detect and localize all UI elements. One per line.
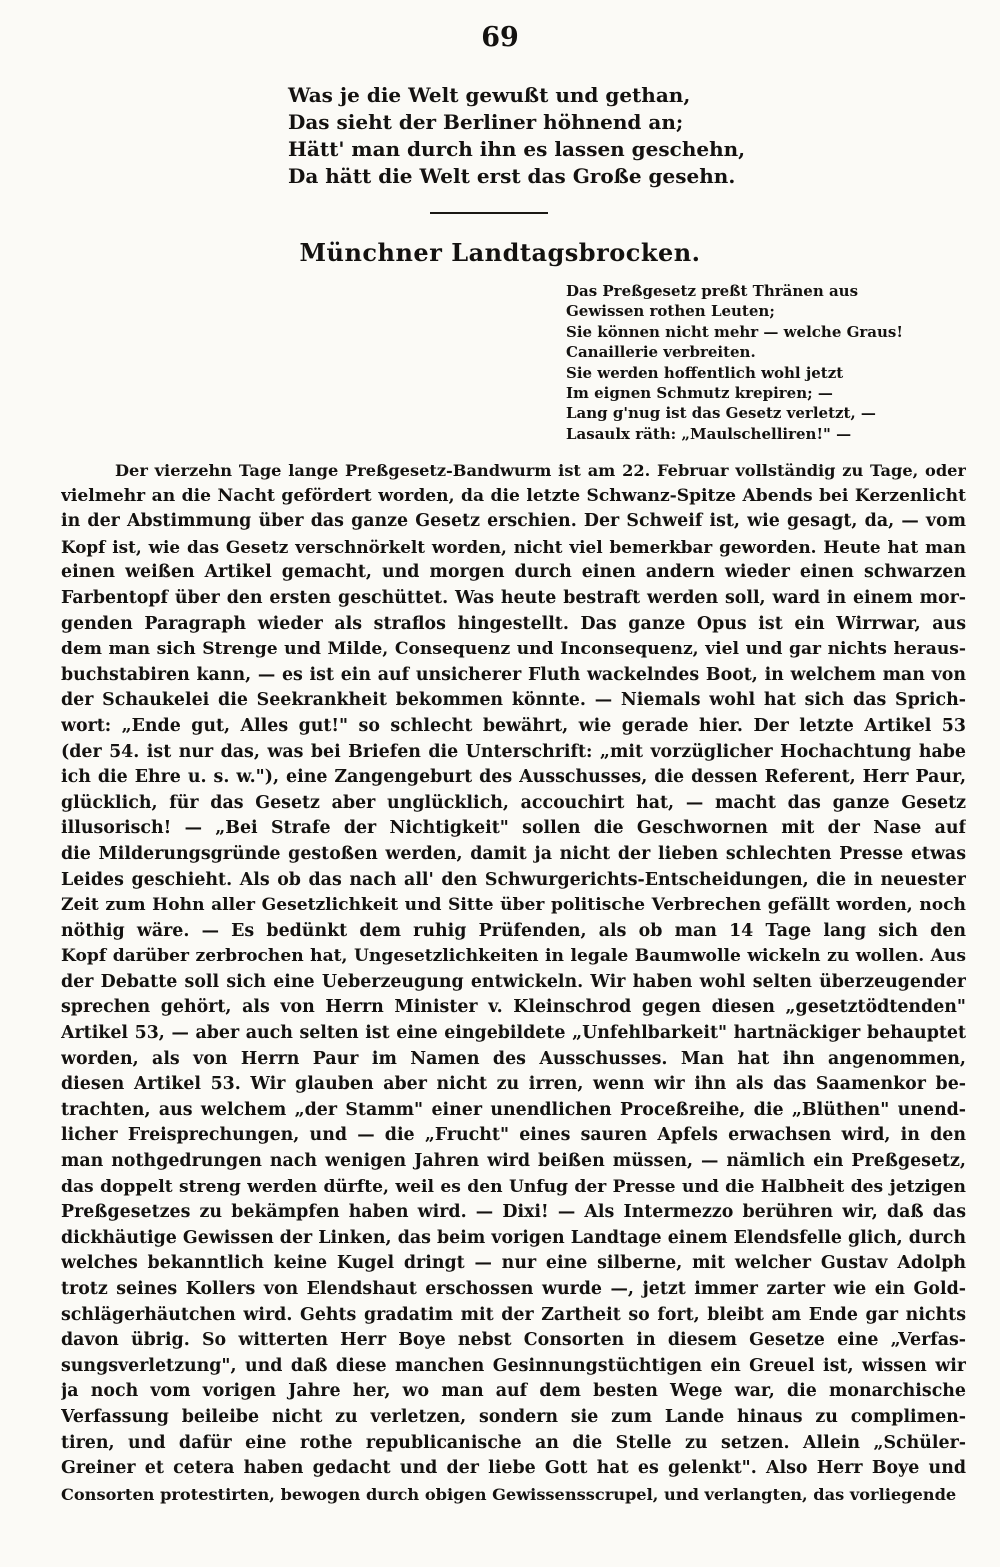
article-heading: Münchner Landtagsbrocken. (299, 238, 701, 267)
section-divider (430, 212, 548, 214)
epigraph-line: Lasaulx räth: „Maulschelliren!" — (566, 424, 852, 443)
body-line: man nothgedrungen nach wenigen Jahren wird beißen müssen, — nämlich ein Preßgesetz, (61, 1151, 966, 1172)
body-line: dem man sich Strenge und Milde, Consequenz und Inconsequenz, viel und gar nichts heraus- (61, 639, 966, 660)
body-line: die Milderungsgründe gestoßen werden, damit ja nicht der lieben schlechten Presse etwas (61, 843, 966, 864)
epigraph-line: Gewissen rothen Leuten; (566, 302, 775, 321)
epigraph-line: Lang g'nug ist das Gesetz verletzt, — (566, 404, 876, 423)
body-line: licher Freisprechungen, und — die „Frucht" eines sauren Apfels erwachsen wird, in den (61, 1125, 966, 1146)
body-line: schlägerhäutchen wird. Gehts gradatim mit der Zartheit so fort, bleibt am Ende gar nichts (61, 1304, 966, 1325)
epigraph-line: Sie werden hoffentlich wohl jetzt (566, 363, 844, 382)
body-line: trachten, aus welchem „der Stamm" einer unendlichen Proceßreihe, die „Blüthen" unend- (61, 1099, 966, 1120)
body-line: sungsverletzung", und daß diese manchen Gesinnungstüchtigen ein Greuel ist, wissen wir (61, 1355, 966, 1376)
body-line: Zeit zum Hohn aller Gesetzlichkeit und Sitte über politische Verbrechen gefällt worden, noch (61, 895, 966, 916)
body-line: Preßgesetzes zu bekämpfen haben wird. — Dixi! — Als Intermezzo berühren wir, daß das (61, 1202, 966, 1223)
body-line: Artikel 53, — aber auch selten ist eine eingebildete „Unfehlbarkeit" hartnäckiger behauptet (61, 1023, 966, 1044)
body-line: Farbentopf über den ersten geschüttet. Was heute bestraft werden soll, ward in einem mor- (61, 587, 966, 608)
body-line: Der vierzehn Tage lange Preßgesetz-Bandwurm ist am 22. Februar vollständig zu Tage, oder (115, 461, 966, 480)
epigraph-line: Das Preßgesetz preßt Thränen aus (566, 282, 859, 300)
body-line: in der Abstimmung über das ganze Gesetz erschien. Der Schweif ist, wie gesagt, da, — vom (61, 511, 966, 532)
body-line: ich die Ehre u. s. w."), eine Zangengeburt des Ausschusses, die dessen Referent, Herr Paur, (61, 767, 966, 788)
body-line: tiren, und dafür eine rothe republicanische an die Stelle zu setzen. Allein „Schüler- (61, 1432, 966, 1453)
body-line: trotz seines Kollers von Elendshaut erschossen wurde —, jetzt immer zarter wie ein Gold- (61, 1279, 966, 1299)
body-line: nöthig wäre. — Es bedünkt dem ruhig Prüfenden, als ob man 14 Tage lang sich den (61, 920, 966, 941)
body-line: Kopf ist, wie das Gesetz verschnörkelt worden, nicht viel bemerkbar geworden. Heute hat man (61, 536, 966, 557)
epigraph-line: Im eignen Schmutz krepiren; — (566, 384, 833, 403)
body-line: einen weißen Artikel gemacht, und morgen durch einen andern wieder einen schwarzen (61, 562, 966, 583)
body-line: (der 54. ist nur das, was bei Briefen die Unterschrift: „mit vorzüglicher Hochachtung habe (61, 741, 966, 762)
poem-line: Was je die Welt gewußt und gethan, (288, 83, 691, 107)
body-line: sprechen gehört, als von Herrn Minister v. Kleinschrod gegen diesen „gesetztödtenden" (61, 997, 966, 1018)
body-line: Kopf darüber zerbrochen hat, Ungesetzlichkeiten in legale Baumwolle wickeln zu wollen. Aus (61, 946, 966, 967)
body-line: worden, als von Herrn Paur im Namen des Ausschusses. Man hat ihn angenommen, (61, 1048, 966, 1069)
page-number: 69 (481, 22, 519, 53)
body-line: welches bekanntlich keine Kugel dringt — nur eine silberne, mit welcher Gustav Adolph (61, 1253, 966, 1274)
body-line: dickhäutige Gewissen der Linken, das beim vorigen Landtage einem Elendsfelle glich, durch (61, 1227, 966, 1248)
body-line: Leides geschieht. Als ob das nach all' den Schwurgerichts-Entscheidungen, die in neuester (61, 869, 966, 890)
body-line: Consorten protestirten, bewogen durch obigen Gewissensscrupel, und verlangten, das vorliegende (61, 1484, 957, 1504)
body-line: ja noch vom vorigen Jahre her, wo man auf dem besten Wege war, die monarchische (61, 1381, 966, 1402)
body-line: vielmehr an die Nacht gefördert worden, da die letzte Schwanz-Spitze Abends bei Kerzenlicht (61, 485, 966, 506)
poem-line: Das sieht der Berliner höhnend an; (288, 110, 684, 134)
body-line: illusorisch! — „Bei Strafe der Nichtigkeit" sollen die Geschwornen mit der Nase auf (61, 818, 966, 839)
body-line: davon übrig. So witterten Herr Boye nebst Consorten in diesem Gesetze eine „Verfas- (61, 1330, 966, 1351)
epigraph-line: Canaillerie verbreiten. (566, 343, 756, 362)
poem-stanza (288, 82, 848, 190)
body-line: der Schaukelei die Seekrankheit bekommen könnte. — Niemals wohl hat sich das Sprich- (61, 690, 966, 711)
body-line: diesen Artikel 53. Wir glauben aber nicht zu irren, wenn wir ihn als das Saamenkor be- (61, 1074, 966, 1095)
body-line: genden Paragraph wieder als straflos hingestellt. Das ganze Opus ist ein Wirrwar, aus (61, 613, 966, 634)
article-body (61, 458, 966, 1507)
body-line: Greiner et cetera haben gedacht und der liebe Gott hat es gelenkt". Also Herr Boye und (61, 1458, 966, 1479)
body-line: buchstabiren kann, — es ist ein auf unsicherer Fluth wackelndes Boot, in welchem man von (61, 664, 966, 685)
body-line: der Debatte soll sich eine Ueberzeugung entwickeln. Wir haben wohl selten überzeugender (61, 971, 966, 992)
body-line: glücklich, für das Gesetz aber unglücklich, accouchirt hat, — macht das ganze Gesetz (61, 792, 966, 813)
poem-line: Da hätt die Welt erst das Große gesehn. (288, 164, 736, 188)
epigraph-verse (566, 281, 976, 444)
body-line: wort: „Ende gut, Alles gut!" so schlecht bewährt, wie gerade hier. Der letzte Artikel 53 (61, 715, 966, 736)
poem-line: Hätt' man durch ihn es lassen geschehn, (288, 137, 746, 161)
body-line: Verfassung beileibe nicht zu verletzen, sondern sie zum Lande hinaus zu complimen- (61, 1406, 966, 1427)
epigraph-line: Sie können nicht mehr — welche Graus! (566, 322, 903, 341)
body-line: das doppelt streng werden dürfte, weil es den Unfug der Presse und die Halbheit des jetzigen (61, 1176, 966, 1197)
